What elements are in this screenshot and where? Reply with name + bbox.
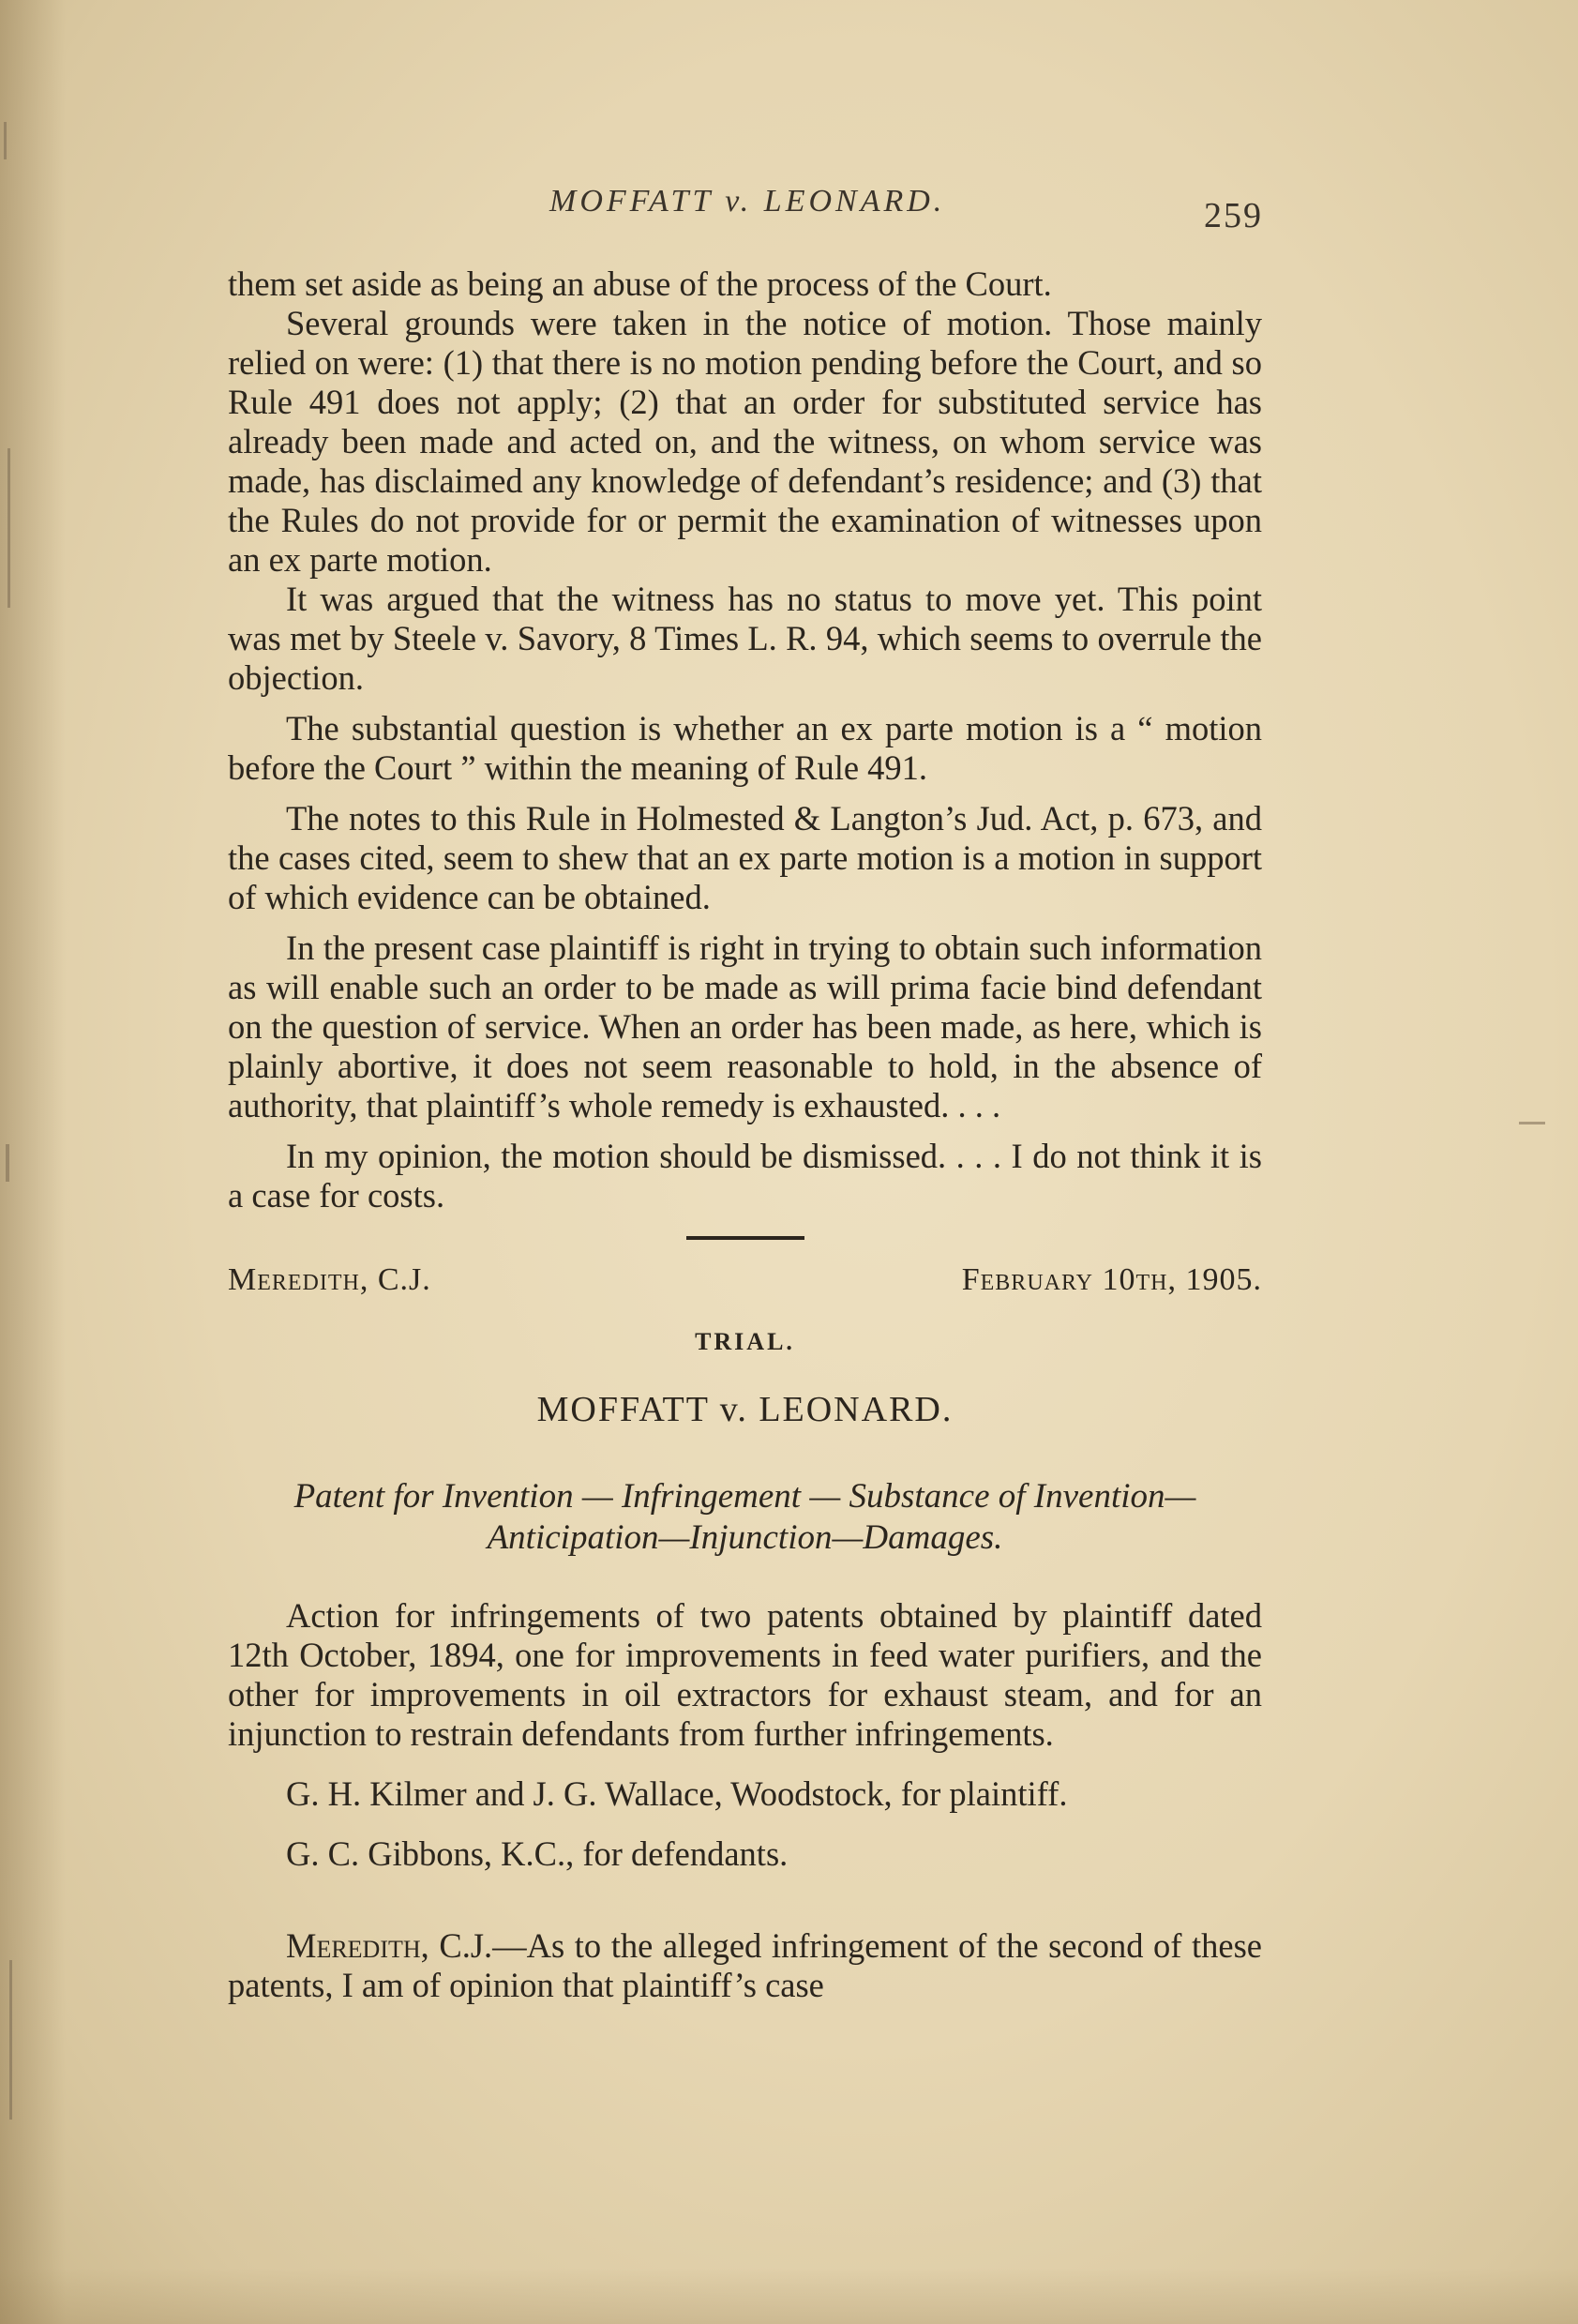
paragraph: It was argued that the witness has no status to move yet. This point was met by Steele v. Savory, 8 Times L. R. 94, which seems to overrule the objection.	[228, 580, 1262, 697]
counsel-plaintiff: G. H. Kilmer and J. G. Wallace, Woodstock, for plaintiff.	[286, 1774, 1068, 1813]
trial-label: TRIAL.	[695, 1328, 795, 1355]
paragraph-continuation: them set aside as being an abuse of the process of the Court.	[228, 264, 1052, 303]
section-divider	[686, 1236, 804, 1240]
paragraph: The notes to this Rule in Holmested & Langton’s Jud. Act, p. 673, and the cases cited, seem to shew that an ex parte motion is a motion in support of which evidence can be obtained.	[228, 799, 1262, 916]
margin-mark	[6, 1144, 9, 1182]
page-bottom-shadow	[0, 2268, 1578, 2324]
case-summary: Action for infringements of two patents obtained by plaintiff dated 12th October, 1894, one for improvements in feed water purifiers, and the other for improvements in oil extractors for exhaust steam, and for an injunction to restrain defendants from further infringements.	[228, 1596, 1262, 1753]
margin-mark	[1519, 1122, 1545, 1124]
dateline	[228, 1260, 1262, 1300]
paragraph: Several grounds were taken in the notice of motion. Those mainly relied on were: (1) that there is no motion pending before the Court, and so Rule 491 does not apply; (2) that an order for substituted service has already been made and acted on, and the witness, on whom service was made, has disclaimed any knowledge of defendant’s residence; and (3) that the Rules do not provide for or permit the examination of witnesses upon an ex parte motion.	[228, 304, 1262, 579]
paragraph: In my opinion, the motion should be dismissed. . . . I do not think it is a case for costs.	[228, 1137, 1262, 1215]
dateline-judge: Meredith, C.J.	[228, 1262, 431, 1297]
paragraph: The substantial question is whether an ex parte motion is a “ motion before the Court ” within the meaning of Rule 491.	[228, 709, 1262, 787]
counsel-defendants: G. C. Gibbons, K.C., for defendants.	[286, 1834, 789, 1873]
margin-mark	[9, 1960, 12, 2120]
dateline-date: February 10th, 1905.	[961, 1262, 1262, 1297]
page-number: 259	[1204, 196, 1263, 235]
page-body	[228, 264, 1262, 2005]
margin-mark	[8, 448, 10, 608]
case-title: MOFFATT v. LEONARD.	[536, 1390, 954, 1429]
opinion-paragraph	[228, 1926, 1262, 2005]
opinion-judge: Meredith, C.J.	[286, 1926, 493, 1965]
margin-mark	[4, 122, 7, 159]
paragraph: In the present case plaintiff is right in trying to obtain such information as will enable such an order to be made as will prima facie bind defendant on the question of service. When an order has been made, as here, which is plainly abortive, it does not seem reasonable to hold, in the absence of authority, that plaintiff’s whole remedy is exhausted. . . .	[228, 928, 1262, 1124]
headnote: Patent for Invention — Infringement — Substance of Invention—Anticipation—Injunction—Damages.	[293, 1477, 1196, 1557]
running-head	[0, 184, 1578, 236]
opinion-text: —As to the alleged infringement of the second of these patents, I am of opinion that plaintiff’s case	[228, 1926, 1262, 2004]
running-title: MOFFATT v. LEONARD.	[549, 184, 946, 219]
